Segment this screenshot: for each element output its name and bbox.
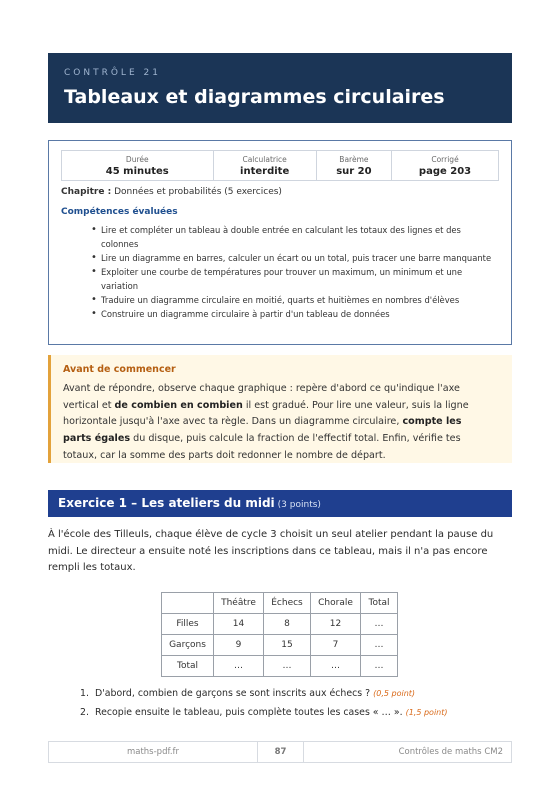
table-row — [162, 614, 398, 635]
table-cell: 15 — [264, 635, 311, 656]
note-emphasis: compte les parts égales — [63, 416, 462, 445]
skills-list — [93, 223, 493, 321]
table-cell: … — [214, 656, 264, 677]
exercise-intro: À l'école des Tilleuls, chaque élève de cycle 3 choisit un seul atelier pendant la pause du midi. Le directeur a ensuite noté les inscriptions dans ce tableau, mais il n'a pas encore rempli les totaux. — [48, 529, 494, 573]
page-title: Tableaux et diagrammes circulaires — [64, 86, 445, 108]
note-text-part: du disque, puis calcule la fraction de l'effectif total. Enfin, vérifie tes totaux, car la somme des parts doit redonner le nombre de départ. — [63, 433, 461, 461]
page-footer — [48, 741, 512, 763]
exercise-title-text: Exercice 1 – Les ateliers du midi — [58, 496, 275, 510]
skill-item: • Traduire un diagramme circulaire en moitié, quarts et huitièmes en nombres d'élèves — [93, 293, 493, 307]
info-cell-duration — [62, 151, 214, 180]
footer-page-number: 87 — [258, 742, 304, 762]
table-cell: … — [264, 656, 311, 677]
skill-item: • Lire et compléter un tableau à double entrée en calculant les totaux des lignes et des colonnes — [93, 223, 493, 251]
table-row — [162, 656, 398, 677]
skills-title: Compétences évaluées — [61, 207, 178, 217]
footer-collection: Contrôles de maths CM2 — [398, 747, 503, 757]
question-number: 1. — [80, 688, 89, 699]
table-cell: 7 — [311, 635, 361, 656]
table-cell: 12 — [311, 614, 361, 635]
table-row — [162, 635, 398, 656]
skill-item: • Exploiter une courbe de températures pour trouver un maximum, un minimum et une variation — [93, 265, 493, 293]
chapter-label: Chapitre : — [61, 187, 112, 197]
info-label: Barème — [339, 155, 369, 164]
skill-item: • Lire un diagramme en barres, calculer un écart ou un total, puis tracer une barre manquante — [93, 251, 493, 265]
info-cell-answer-key — [392, 151, 498, 180]
question-points: (1,5 point) — [405, 708, 448, 717]
header-kicker: CONTRÔLE 21 — [64, 68, 161, 78]
info-label: Calculatrice — [242, 155, 287, 164]
info-label: Durée — [125, 155, 149, 164]
skill-item: • Construire un diagramme circulaire à partir d'un tableau de données — [93, 307, 493, 321]
question-list — [80, 684, 510, 722]
table-row-label: Total — [162, 656, 214, 677]
table-header-cell: Total — [361, 593, 398, 614]
question-text: Recopie ensuite le tableau, puis complète toutes les cases « … ». — [95, 707, 403, 718]
note-box — [48, 355, 512, 463]
info-value: sur 20 — [336, 166, 372, 177]
table-row-label: Garçons — [162, 635, 214, 656]
table-header-cell: Échecs — [264, 593, 311, 614]
info-box — [48, 140, 512, 345]
info-value: 45 minutes — [105, 166, 169, 177]
table-cell: … — [361, 635, 398, 656]
question-points: (0,5 point) — [373, 689, 416, 698]
exercise-header — [48, 490, 512, 517]
note-text-part: il est gradué. Pour lire une valeur, suis la ligne horizontale jusqu'à l'axe avec ta règle. Dans un diagramme circulaire, — [63, 399, 469, 428]
table-header-cell: Chorale — [311, 593, 361, 614]
footer-site: maths-pdf.fr — [49, 742, 258, 762]
table-row-label: Filles — [162, 614, 214, 635]
info-value: interdite — [240, 166, 290, 177]
info-cell-calculator — [214, 151, 317, 180]
table-header-row — [162, 593, 398, 614]
chapter-line — [61, 187, 282, 197]
exercise-title — [58, 496, 321, 510]
question-text: D'abord, combien de garçons se sont inscrits aux échecs ? — [95, 688, 371, 699]
table-cell: … — [311, 656, 361, 677]
info-value: page 203 — [418, 166, 472, 177]
table-header-cell: Théâtre — [214, 593, 264, 614]
question-item — [80, 703, 510, 722]
table-cell — [162, 593, 214, 614]
exercise-points: (3 points) — [277, 500, 321, 510]
note-emphasis: de combien en combien — [114, 399, 243, 411]
table-cell: 9 — [214, 635, 264, 656]
table-cell: … — [361, 656, 398, 677]
info-label: Corrigé — [431, 155, 459, 164]
registrations-table — [161, 592, 398, 677]
note-title: Avant de commencer — [63, 364, 176, 375]
header-band — [48, 53, 512, 123]
info-cell-scale — [317, 151, 392, 180]
table-cell: 8 — [264, 614, 311, 635]
question-item — [80, 684, 510, 703]
table-cell: 14 — [214, 614, 264, 635]
note-text-part: Avant de répondre, observe chaque graphique : repère d'abord ce qu'indique l'axe vertical et — [63, 383, 460, 411]
question-number: 2. — [80, 707, 89, 718]
chapter-text: Données et probabilités (5 exercices) — [111, 187, 282, 197]
table-cell: … — [361, 614, 398, 635]
note-text — [63, 381, 493, 465]
info-table — [61, 150, 499, 181]
